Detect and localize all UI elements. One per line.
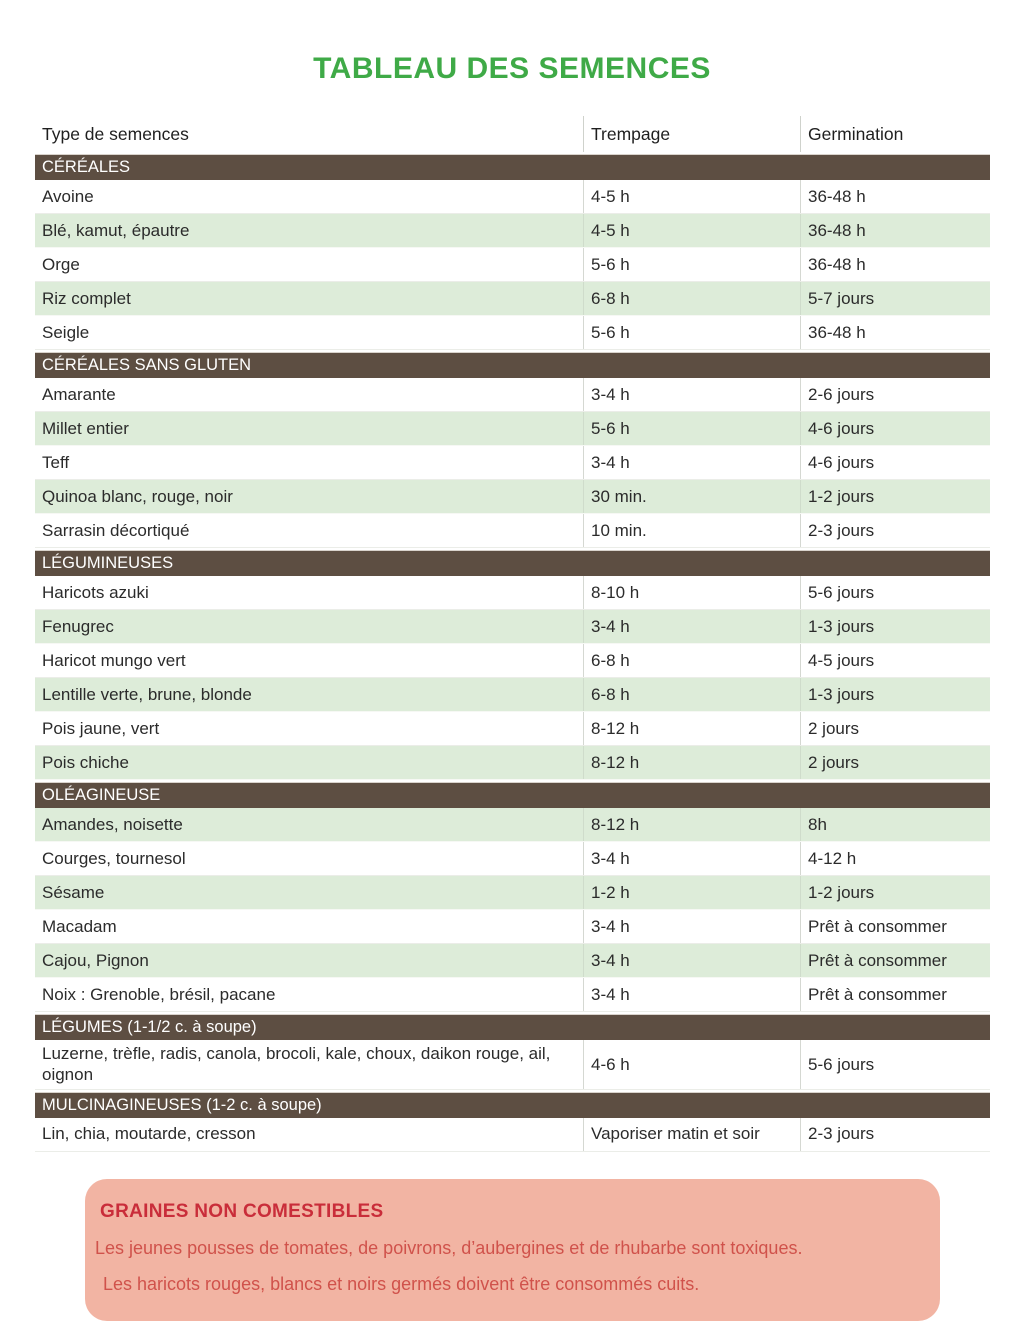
cell-germination: 2 jours bbox=[800, 746, 990, 779]
table-row bbox=[35, 248, 990, 282]
cell-trempage: 8-10 h bbox=[583, 576, 800, 609]
table-row bbox=[35, 1040, 990, 1090]
cell-trempage: 3-4 h bbox=[583, 610, 800, 643]
cell-trempage: 3-4 h bbox=[583, 446, 800, 479]
table-row bbox=[35, 180, 990, 214]
table-row bbox=[35, 712, 990, 746]
cell-type: Orge bbox=[42, 254, 80, 274]
cell-germination: 4-12 h bbox=[800, 842, 990, 875]
table-row bbox=[35, 842, 990, 876]
table-row bbox=[35, 316, 990, 350]
cell-type: Noix : Grenoble, brésil, pacane bbox=[42, 984, 276, 1004]
cell-germination: 1-2 jours bbox=[800, 480, 990, 513]
cell-germination: 2-6 jours bbox=[800, 378, 990, 411]
section-header: MULCINAGINEUSES (1-2 c. à soupe) bbox=[35, 1092, 990, 1118]
table-row bbox=[35, 644, 990, 678]
cell-trempage: 1-2 h bbox=[583, 876, 800, 909]
cell-trempage: 5-6 h bbox=[583, 248, 800, 281]
cell-germination: 5-7 jours bbox=[800, 282, 990, 315]
table-row bbox=[35, 214, 990, 248]
cell-type: Seigle bbox=[42, 322, 90, 342]
cell-type: Haricots azuki bbox=[42, 582, 149, 602]
cell-germination: 36-48 h bbox=[800, 248, 990, 281]
cell-germination: 36-48 h bbox=[800, 180, 990, 213]
cell-type: Haricot mungo vert bbox=[42, 650, 186, 670]
table-row bbox=[35, 910, 990, 944]
table-row bbox=[35, 480, 990, 514]
cell-type: Sésame bbox=[42, 882, 105, 902]
table-header-row bbox=[35, 116, 990, 152]
page-title: TABLEAU DES SEMENCES bbox=[313, 52, 711, 85]
cell-trempage: 3-4 h bbox=[583, 842, 800, 875]
cell-type: Amandes, noisette bbox=[42, 814, 183, 834]
cell-germination: Prêt à consommer bbox=[800, 910, 990, 943]
cell-type: Pois jaune, vert bbox=[42, 718, 160, 738]
cell-type: Macadam bbox=[42, 916, 117, 936]
cell-type: Riz complet bbox=[42, 288, 131, 308]
section-header: LÉGUMINEUSES bbox=[35, 550, 990, 576]
cell-germination: 1-3 jours bbox=[800, 610, 990, 643]
seed-table bbox=[35, 116, 990, 1152]
cell-trempage: 3-4 h bbox=[583, 378, 800, 411]
table-row bbox=[35, 1118, 990, 1152]
column-header-germination: Germination bbox=[800, 116, 990, 152]
warning-line: Les haricots rouges, blancs et noirs germés doivent être consommés cuits. bbox=[103, 1273, 700, 1294]
cell-germination: 36-48 h bbox=[800, 316, 990, 349]
cell-trempage: 4-5 h bbox=[583, 214, 800, 247]
cell-type: Luzerne, trèfle, radis, canola, brocoli, kale, choux, daikon rouge, ail, oignon bbox=[42, 1044, 551, 1085]
table-row bbox=[35, 378, 990, 412]
cell-type: Millet entier bbox=[42, 418, 129, 438]
cell-type: Sarrasin décortiqué bbox=[42, 520, 190, 540]
section-header: OLÉAGINEUSE bbox=[35, 782, 990, 808]
cell-trempage: 30 min. bbox=[583, 480, 800, 513]
cell-trempage: 6-8 h bbox=[583, 644, 800, 677]
table-row bbox=[35, 876, 990, 910]
cell-trempage: 10 min. bbox=[583, 514, 800, 547]
cell-type: Teff bbox=[42, 452, 70, 472]
cell-germination: 4-6 jours bbox=[800, 446, 990, 479]
cell-type: Cajou, Pignon bbox=[42, 950, 149, 970]
cell-type: Courges, tournesol bbox=[42, 848, 186, 868]
cell-trempage: 3-4 h bbox=[583, 944, 800, 977]
cell-germination: 8h bbox=[800, 808, 990, 841]
cell-type: Blé, kamut, épautre bbox=[42, 220, 190, 240]
cell-trempage: 6-8 h bbox=[583, 678, 800, 711]
cell-germination: 2 jours bbox=[800, 712, 990, 745]
cell-trempage: 5-6 h bbox=[583, 316, 800, 349]
cell-germination: Prêt à consommer bbox=[800, 944, 990, 977]
cell-type: Amarante bbox=[42, 384, 116, 404]
column-header-type: Type de semences bbox=[42, 123, 189, 144]
cell-trempage: 3-4 h bbox=[583, 910, 800, 943]
table-row bbox=[35, 978, 990, 1012]
cell-type: Avoine bbox=[42, 186, 94, 206]
column-header-trempage: Trempage bbox=[583, 116, 800, 152]
table-row bbox=[35, 678, 990, 712]
cell-trempage: 5-6 h bbox=[583, 412, 800, 445]
section-header: LÉGUMES (1-1/2 c. à soupe) bbox=[35, 1014, 990, 1040]
table-row bbox=[35, 944, 990, 978]
cell-germination: 1-3 jours bbox=[800, 678, 990, 711]
cell-germination: Prêt à consommer bbox=[800, 978, 990, 1011]
cell-type: Pois chiche bbox=[42, 752, 129, 772]
cell-trempage: 4-5 h bbox=[583, 180, 800, 213]
warning-line: Les jeunes pousses de tomates, de poivrons, d’aubergines et de rhubarbe sont toxiques. bbox=[95, 1237, 803, 1258]
table-row bbox=[35, 576, 990, 610]
cell-trempage: Vaporiser matin et soir bbox=[583, 1118, 800, 1151]
cell-germination: 36-48 h bbox=[800, 214, 990, 247]
table-row bbox=[35, 746, 990, 780]
cell-type: Lentille verte, brune, blonde bbox=[42, 684, 252, 704]
cell-trempage: 4-6 h bbox=[583, 1040, 800, 1089]
cell-trempage: 8-12 h bbox=[583, 746, 800, 779]
cell-germination: 5-6 jours bbox=[800, 576, 990, 609]
cell-trempage: 8-12 h bbox=[583, 808, 800, 841]
cell-trempage: 3-4 h bbox=[583, 978, 800, 1011]
table-row bbox=[35, 282, 990, 316]
table-row bbox=[35, 446, 990, 480]
cell-type: Fenugrec bbox=[42, 616, 114, 636]
warning-title: GRAINES NON COMESTIBLES bbox=[100, 1200, 384, 1222]
table-row bbox=[35, 610, 990, 644]
table-row bbox=[35, 514, 990, 548]
cell-type: Quinoa blanc, rouge, noir bbox=[42, 486, 233, 506]
table-row bbox=[35, 808, 990, 842]
cell-germination: 4-5 jours bbox=[800, 644, 990, 677]
table-row bbox=[35, 412, 990, 446]
section-header: CÉRÉALES bbox=[35, 154, 990, 180]
cell-germination: 2-3 jours bbox=[800, 514, 990, 547]
cell-type: Lin, chia, moutarde, cresson bbox=[42, 1124, 256, 1144]
cell-germination: 2-3 jours bbox=[800, 1118, 990, 1151]
table-body bbox=[35, 154, 990, 1152]
warning-box bbox=[85, 1179, 940, 1321]
cell-trempage: 6-8 h bbox=[583, 282, 800, 315]
cell-trempage: 8-12 h bbox=[583, 712, 800, 745]
cell-germination: 5-6 jours bbox=[800, 1040, 990, 1089]
section-header: CÉRÉALES SANS GLUTEN bbox=[35, 352, 990, 378]
cell-germination: 4-6 jours bbox=[800, 412, 990, 445]
cell-germination: 1-2 jours bbox=[800, 876, 990, 909]
